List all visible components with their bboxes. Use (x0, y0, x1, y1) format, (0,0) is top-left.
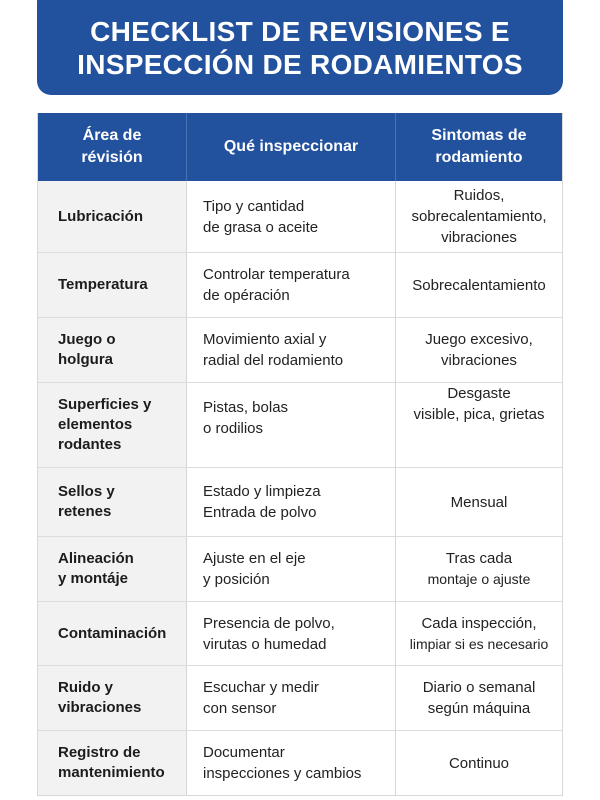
table-row (38, 537, 562, 602)
area-cell (38, 253, 187, 317)
inspect-text: de opéración (203, 287, 290, 304)
area-text: holgura (58, 351, 113, 368)
inspect-cell (187, 181, 396, 252)
table-row (38, 181, 562, 253)
header-symptoms-line: rodamiento (435, 149, 523, 166)
symptoms-cell (396, 602, 562, 665)
symptoms-text: vibraciones (441, 229, 517, 246)
inspect-text: Escuchar y medir (203, 679, 319, 696)
symptoms-text: Cada inspección, (421, 614, 537, 632)
symptoms-text: Ruidos, (453, 187, 505, 204)
area-text: vibraciones (58, 699, 142, 716)
inspect-text: Ajuste en el eje (203, 550, 306, 567)
area-cell (38, 666, 187, 730)
symptoms-text: Tras cada (445, 550, 513, 567)
inspect-text: Estado y limpieza (203, 483, 321, 500)
symptoms-text: Sobrecalentamiento (412, 276, 546, 294)
symptoms-text: Desgaste (447, 385, 511, 402)
inspect-text: virutas o humedad (203, 635, 327, 653)
symptoms-text: montaje o ajuste (427, 571, 531, 587)
inspect-cell (187, 318, 396, 382)
title-banner (37, 0, 563, 95)
area-text: mantenimiento (58, 764, 165, 781)
area-cell (38, 602, 187, 665)
inspect-cell (187, 383, 396, 467)
area-text: Alineación (58, 550, 134, 567)
inspect-text: Pistas, bolas (203, 399, 289, 416)
symptoms-text: visible, pica, grietas (413, 406, 545, 423)
symptoms-text: vibraciones (441, 352, 517, 369)
inspect-text: de grasa o aceite (203, 218, 319, 236)
symptoms-text: según máquina (427, 700, 531, 717)
title-line-2: INSPECCIÓN DE RODAMIENTOS (77, 48, 523, 80)
symptoms-text: Continuo (448, 754, 510, 772)
area-text: Superficies y (58, 396, 152, 413)
checklist-table (37, 113, 563, 796)
table-row (38, 253, 562, 318)
header-inspect-label: Qué inspeccionar (223, 138, 359, 155)
header-area-line: révisión (81, 149, 143, 166)
area-cell (38, 731, 187, 795)
area-cell (38, 318, 187, 382)
symptoms-text: Mensual (450, 493, 508, 511)
inspect-cell (187, 666, 396, 730)
inspect-text: Tipo y cantidad (203, 197, 305, 215)
inspect-cell (187, 731, 396, 795)
symptoms-text: sobrecalentamiento, (411, 208, 547, 225)
inspect-text: radial del rodamiento (203, 352, 344, 369)
inspect-cell (187, 602, 396, 665)
area-text: Temperatura (58, 276, 148, 293)
inspect-text: Entrada de polvo (203, 504, 317, 521)
area-text: Juego o (58, 331, 116, 348)
area-text: Contaminación (58, 624, 167, 642)
inspect-text: y posición (203, 571, 270, 588)
area-text: y montáje (58, 570, 129, 587)
area-text: retenes (58, 503, 112, 520)
area-cell (38, 537, 187, 601)
table-row (38, 383, 562, 468)
header-symptoms-line: Sintomas de (431, 127, 527, 144)
inspect-cell (187, 537, 396, 601)
symptoms-cell (396, 537, 562, 601)
area-cell (38, 383, 187, 467)
inspect-text: Controlar temperatura (203, 266, 350, 283)
table-row (38, 666, 562, 731)
symptoms-cell (396, 383, 562, 467)
area-text: Ruido y (58, 679, 113, 696)
title-line-1: CHECKLIST DE REVISIONES E (90, 15, 510, 47)
inspect-cell (187, 468, 396, 536)
inspect-text: Presencia de polvo, (203, 614, 335, 632)
symptoms-cell (396, 181, 562, 252)
symptoms-text: Juego excesivo, (425, 331, 533, 348)
inspect-text: Movimiento axial y (203, 331, 327, 348)
header-symptoms (396, 113, 562, 181)
symptoms-cell (396, 731, 562, 795)
inspect-text: inspecciones y cambios (203, 765, 362, 782)
symptoms-cell (396, 468, 562, 536)
table-row (38, 602, 562, 666)
area-cell (38, 181, 187, 252)
area-text: Sellos y (58, 483, 115, 500)
symptoms-cell (396, 666, 562, 730)
area-text: rodantes (58, 436, 122, 453)
inspect-text: con sensor (203, 700, 277, 717)
symptoms-cell (396, 253, 562, 317)
area-text: Registro de (58, 744, 141, 761)
table-row (38, 731, 562, 795)
area-text: Lubricación (58, 207, 144, 225)
inspect-text: Documentar (203, 744, 285, 761)
inspect-cell (187, 253, 396, 317)
table-row (38, 468, 562, 537)
symptoms-cell (396, 318, 562, 382)
area-text: elementos (58, 416, 133, 433)
area-cell (38, 468, 187, 536)
symptoms-text: Diario o semanal (422, 679, 536, 696)
header-area (38, 113, 187, 181)
table-row (38, 318, 562, 383)
inspect-text: o rodilios (203, 420, 264, 437)
table-header-row (38, 113, 562, 181)
symptoms-text: limpiar si es necesario (409, 635, 549, 652)
header-area-line: Área de (82, 127, 142, 144)
header-inspect (187, 113, 396, 181)
